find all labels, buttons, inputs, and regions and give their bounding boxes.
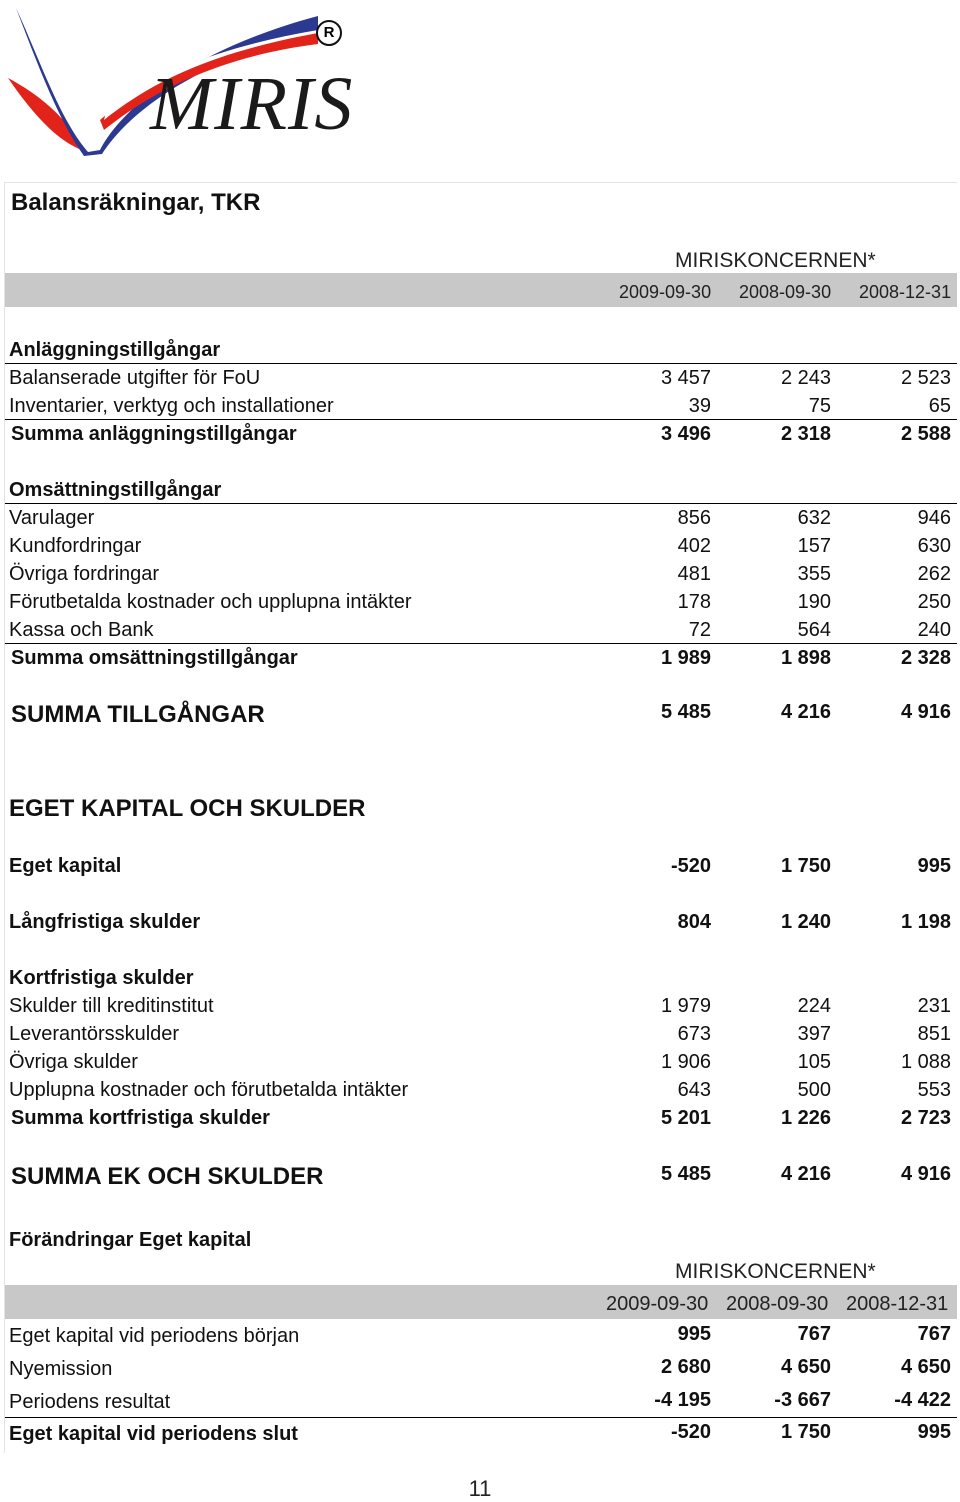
row-label: Skulder till kreditinstitut — [9, 995, 214, 1017]
equity-value: 995 — [917, 855, 951, 877]
financial-sheet — [4, 182, 957, 1453]
total-eq-liab-value: 4 216 — [780, 1163, 831, 1185]
row-value: 553 — [917, 1079, 951, 1101]
row-value: 190 — [797, 591, 831, 613]
row-value: 72 — [688, 619, 711, 641]
equity-label: Eget kapital — [9, 855, 122, 877]
row-value: 397 — [797, 1023, 831, 1045]
row-value: 250 — [917, 591, 951, 613]
total-value: 5 201 — [660, 1107, 711, 1129]
row-value: 178 — [677, 591, 711, 613]
row-value: 39 — [688, 395, 711, 417]
fixed-assets-heading: Anläggningstillgångar — [9, 339, 221, 361]
current-assets-heading: Omsättningstillgångar — [9, 479, 222, 501]
miris-logo — [0, 0, 360, 165]
row-label: Övriga fordringar — [9, 563, 160, 585]
row-value: 65 — [928, 395, 951, 417]
row-label: Varulager — [9, 507, 95, 529]
total-value: 1 989 — [660, 647, 711, 669]
equity-changes-date-3: 2008-12-31 — [846, 1293, 949, 1315]
total-assets-value: 4 916 — [900, 701, 951, 723]
row-value: 1 906 — [660, 1051, 711, 1073]
row-value: 1 979 — [660, 995, 711, 1017]
row-label: Nyemission — [9, 1358, 113, 1380]
divider — [5, 419, 957, 420]
divider — [5, 1417, 957, 1418]
total-value: 2 588 — [900, 423, 951, 445]
row-label: Periodens resultat — [9, 1391, 171, 1413]
row-value: 157 — [797, 535, 831, 557]
row-value: 2 243 — [780, 367, 831, 389]
total-value: 1 750 — [780, 1421, 831, 1443]
total-label: Summa anläggningstillgångar — [11, 423, 297, 445]
balance-date-1: 2009-09-30 — [619, 282, 712, 302]
row-value: 673 — [677, 1023, 711, 1045]
total-value: 995 — [917, 1421, 951, 1443]
long-term-value: 1 240 — [780, 911, 831, 933]
total-assets-value: 4 216 — [780, 701, 831, 723]
row-label: Kassa och Bank — [9, 619, 154, 641]
divider — [5, 643, 957, 644]
row-value: 224 — [797, 995, 831, 1017]
row-value: 481 — [677, 563, 711, 585]
row-value: 2 523 — [900, 367, 951, 389]
row-label: Balanserade utgifter för FoU — [9, 367, 261, 389]
row-label: Eget kapital vid periodens början — [9, 1325, 300, 1347]
equity-changes-date-1: 2009-09-30 — [606, 1293, 709, 1315]
row-value: 231 — [917, 995, 951, 1017]
row-value: -4 422 — [894, 1389, 951, 1411]
equity-value: -520 — [670, 855, 711, 877]
row-value: 1 088 — [900, 1051, 951, 1073]
total-assets-label: SUMMA TILLGÅNGAR — [11, 701, 265, 728]
long-term-label: Långfristiga skulder — [9, 911, 201, 933]
row-label: Leverantörsskulder — [9, 1023, 180, 1045]
divider — [5, 363, 957, 364]
row-value: 995 — [677, 1323, 711, 1345]
row-value: 767 — [917, 1323, 951, 1345]
row-value: 851 — [917, 1023, 951, 1045]
total-label: Summa kortfristiga skulder — [11, 1107, 270, 1129]
row-value: 564 — [797, 619, 831, 641]
total-assets-value: 5 485 — [660, 701, 711, 723]
balance-date-2: 2008-09-30 — [739, 282, 832, 302]
logo-wordmark: MIRIS — [150, 62, 354, 146]
row-value: 75 — [808, 395, 831, 417]
row-value: 355 — [797, 563, 831, 585]
total-value: 2 328 — [900, 647, 951, 669]
total-value: 3 496 — [660, 423, 711, 445]
total-eq-liab-label: SUMMA EK OCH SKULDER — [11, 1163, 324, 1190]
total-value: 2 318 — [780, 423, 831, 445]
row-label: Övriga skulder — [9, 1051, 138, 1073]
row-label: Upplupna kostnader och förutbetalda intäkter — [9, 1079, 409, 1101]
row-value: 240 — [917, 619, 951, 641]
row-value: 500 — [797, 1079, 831, 1101]
row-value: 767 — [797, 1323, 831, 1345]
row-label: Kundfordringar — [9, 535, 142, 557]
total-value: -520 — [670, 1421, 711, 1443]
long-term-value: 1 198 — [900, 911, 951, 933]
divider — [5, 503, 957, 504]
total-eq-liab-value: 4 916 — [900, 1163, 951, 1185]
row-value: 856 — [677, 507, 711, 529]
long-term-value: 804 — [677, 911, 711, 933]
balance-date-3: 2008-12-31 — [859, 282, 952, 302]
equity-changes-date-2: 2008-09-30 — [726, 1293, 829, 1315]
total-eq-liab-value: 5 485 — [660, 1163, 711, 1185]
row-value: 4 650 — [780, 1356, 831, 1378]
registered-mark: R — [316, 20, 342, 46]
row-value: 643 — [677, 1079, 711, 1101]
equity-liabilities-heading: EGET KAPITAL OCH SKULDER — [9, 795, 366, 822]
balance-title: Balansräkningar, TKR — [11, 189, 261, 216]
total-value: 1 226 — [780, 1107, 831, 1129]
total-value: 2 723 — [900, 1107, 951, 1129]
equity-changes-entity: MIRISKONCERNEN* — [675, 1260, 876, 1283]
total-value: 1 898 — [780, 647, 831, 669]
row-value: 262 — [917, 563, 951, 585]
row-value: 946 — [917, 507, 951, 529]
row-value: 2 680 — [660, 1356, 711, 1378]
row-value: 105 — [797, 1051, 831, 1073]
page-number: 11 — [468, 1476, 492, 1501]
balance-entity: MIRISKONCERNEN* — [675, 249, 876, 272]
row-value: 4 650 — [900, 1356, 951, 1378]
row-value: -3 667 — [774, 1389, 831, 1411]
row-value: -4 195 — [654, 1389, 711, 1411]
equity-changes-title: Förändringar Eget kapital — [9, 1229, 252, 1251]
row-value: 402 — [677, 535, 711, 557]
row-value: 630 — [917, 535, 951, 557]
equity-value: 1 750 — [780, 855, 831, 877]
row-value: 632 — [797, 507, 831, 529]
row-value: 3 457 — [660, 367, 711, 389]
row-label: Inventarier, verktyg och installationer — [9, 395, 334, 417]
short-term-heading: Kortfristiga skulder — [9, 967, 194, 989]
row-label: Förutbetalda kostnader och upplupna intäkter — [9, 591, 412, 613]
total-label: Summa omsättningstillgångar — [11, 647, 298, 669]
total-label: Eget kapital vid periodens slut — [9, 1423, 298, 1445]
